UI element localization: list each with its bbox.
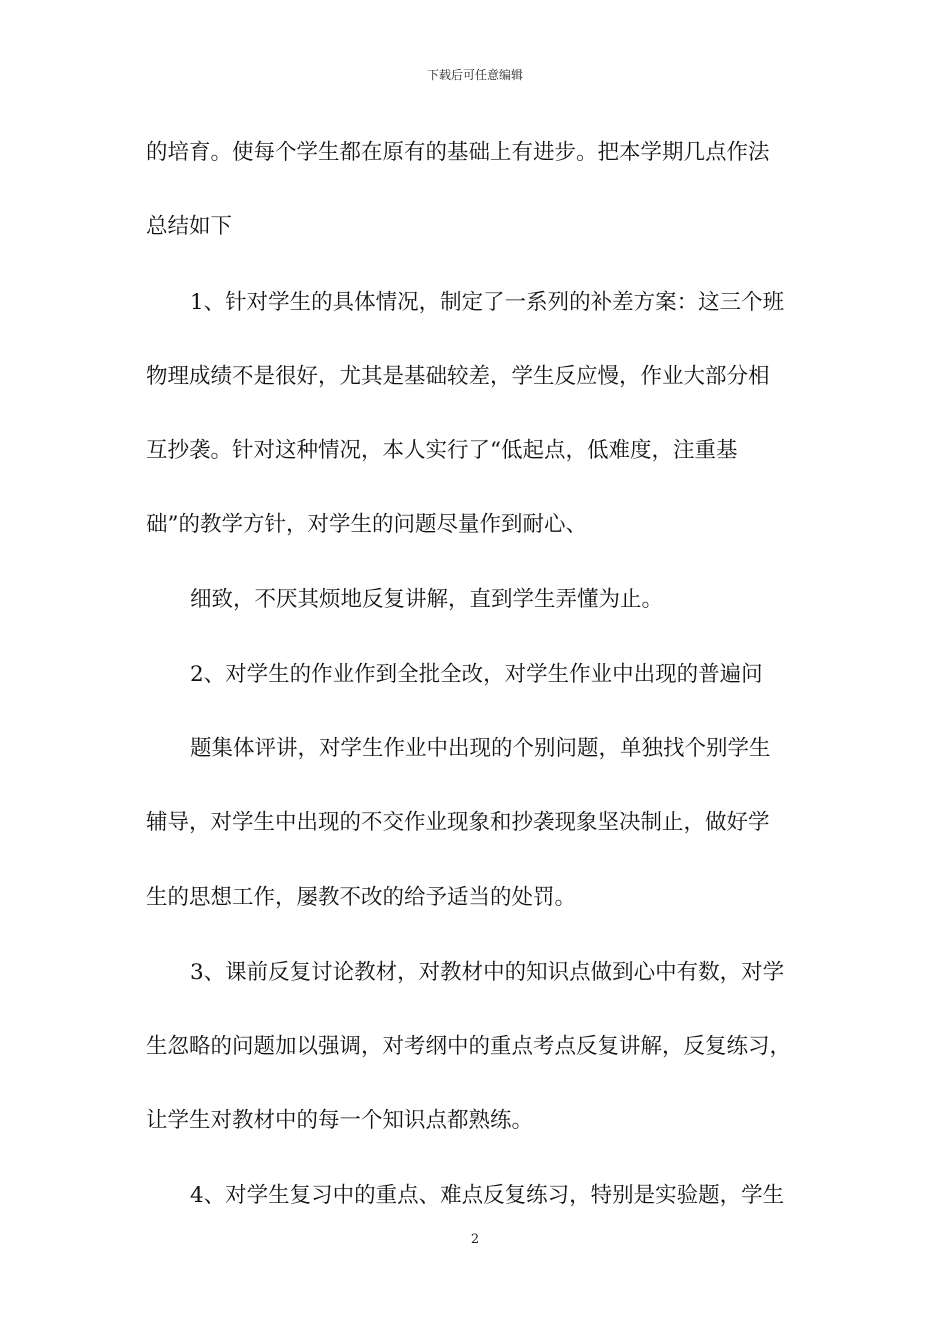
- text-line: 2、对学生的作业作到全批全改，对学生作业中出现的普遍问: [190, 662, 763, 687]
- text-line: 互抄袭。针对这种情况，本人实行了“低起点，低难度，注重基: [146, 438, 738, 463]
- text-line: 总结如下: [146, 214, 233, 239]
- text-line: 3、课前反复讨论教材，对教材中的知识点做到心中有数，对学: [190, 960, 785, 985]
- text-line: 4、对学生复习中的重点、难点反复练习，特别是实验题，学生: [190, 1183, 785, 1208]
- text-line: 生的思想工作，屡教不改的给予适当的处罚。: [146, 885, 577, 910]
- text-line: 1、针对学生的具体情况，制定了一系列的补差方案：这三个班: [190, 290, 785, 315]
- page-number: 2: [470, 1232, 480, 1247]
- text-line: 生忽略的问题加以强调，对考纲中的重点考点反复讲解，反复练习，: [146, 1034, 792, 1059]
- text-line: 题集体评讲，对学生作业中出现的个别问题，单独找个别学生: [190, 736, 771, 761]
- text-line: 的培育。使每个学生都在原有的基础上有进步。把本学期几点作法: [146, 140, 770, 165]
- text-line: 辅导，对学生中出现的不交作业现象和抄袭现象坚决制止，做好学: [146, 810, 770, 835]
- page-header: 下载后可任意编辑: [426, 68, 523, 82]
- text-line: 础”的教学方针，对学生的问题尽量作到耐心、: [146, 512, 587, 537]
- text-line: 细致，不厌其烦地反复讲解，直到学生弄懂为止。: [190, 587, 664, 612]
- text-line: 物理成绩不是很好，尤其是基础较差，学生反应慢，作业大部分相: [146, 364, 770, 389]
- text-line: 让学生对教材中的每一个知识点都熟练。: [146, 1108, 534, 1133]
